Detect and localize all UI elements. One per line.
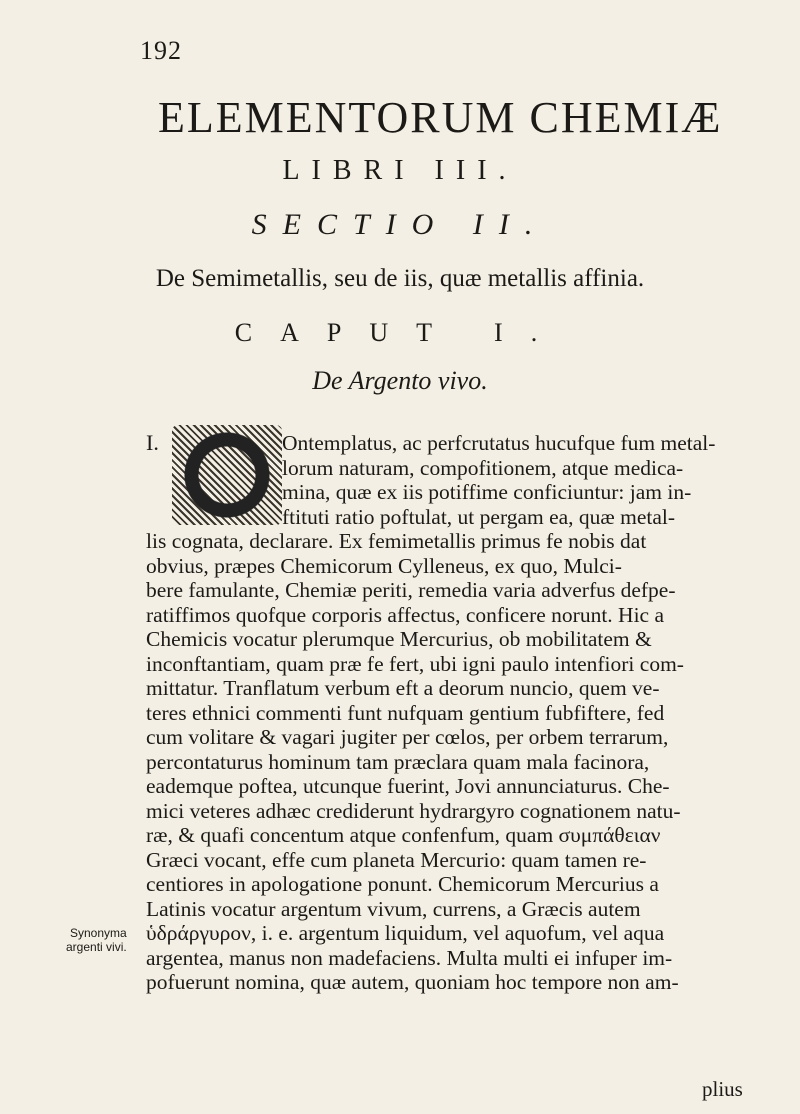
- text-line: inconftantiam, quam præ fe fert, ubi igni paulo intenfiori com-: [146, 651, 684, 676]
- book-title: ELEMENTORUM CHEMIÆ: [158, 93, 723, 142]
- text-line: Ontemplatus, ac perfcrutatus hucufque fum metal-: [282, 431, 716, 455]
- section-heading: SECTIO II.: [251, 208, 549, 241]
- text-line: Chemicis vocatur plerumque Mercurius, ob mobilitatem &: [146, 627, 652, 651]
- margin-note-line: argenti vivi.: [66, 940, 127, 954]
- text-line: argentea, manus non madefaciens. Multa multi ei infuper im-: [146, 945, 673, 970]
- text-line: lis cognata, declarare. Ex femimetallis primus fe nobis dat: [146, 529, 647, 553]
- text-line: cum volitare & vagari jugiter per cœlos, per orbem terrarum,: [146, 725, 669, 749]
- text-line: centiores in apologatione ponunt. Chemicorum Mercurius a: [146, 872, 659, 896]
- text-line: ftituti ratio poftulat, ut pergam ea, quæ metal-: [282, 504, 676, 529]
- margin-note: [66, 926, 127, 954]
- text-line: ræ, & quafi concentum atque confenfum, quam συμπάθειαν: [146, 823, 661, 847]
- text-line: Græci vocant, effe cum planeta Mercurio: quam tamen re-: [146, 847, 647, 872]
- paragraph-number: I.: [146, 430, 159, 455]
- text-line: eademque poftea, utcunque fuerint, Jovi annunciaturus. Che-: [146, 774, 670, 798]
- text-line: Latinis vocatur argentum vivum, currens, a Græcis autem: [146, 896, 641, 921]
- text-line: ὑδράργυρον, i. e. argentum liquidum, vel aquofum, vel aqua: [146, 921, 665, 945]
- text-line: bere famulante, Chemiæ periti, remedia varia adverfus defpe-: [146, 578, 676, 602]
- text-line: mittatur. Tranflatum verbum eft a deorum nuncio, quem ve-: [146, 676, 660, 700]
- section-subtitle: De Semimetallis, seu de iis, quæ metallis affinia.: [155, 265, 645, 292]
- text-line: percontaturus hominum tam præclara quam mala facinora,: [146, 749, 650, 774]
- text-line: ratiffimos quofque corporis affectus, conficere norunt. Hic a: [146, 602, 665, 627]
- chapter-heading: CAPUT I.: [234, 318, 566, 347]
- text-line: obvius, præpes Chemicorum Cylleneus, ex quo, Mulci-: [146, 553, 622, 578]
- book-part: LIBRI III.: [282, 155, 518, 186]
- margin-note-line: Synonyma: [70, 926, 127, 940]
- text-line: teres ethnici commenti funt nufquam gentium fubfiftere, fed: [146, 700, 665, 725]
- catchword: plius: [702, 1077, 743, 1101]
- page-number: 192: [140, 36, 182, 65]
- text-line: mici veteres adhæc crediderunt hydrargyro cognationem natu-: [146, 798, 681, 823]
- text-line: mina, quæ ex iis potiffime conficiuntur: jam in-: [282, 480, 692, 504]
- chapter-title: De Argento vivo.: [312, 366, 488, 395]
- text-line: lorum naturam, compofitionem, atque medica-: [282, 455, 684, 480]
- text-line: pofuerunt nomina, quæ autem, quoniam hoc tempore non am-: [146, 970, 679, 994]
- main-text: [146, 431, 766, 995]
